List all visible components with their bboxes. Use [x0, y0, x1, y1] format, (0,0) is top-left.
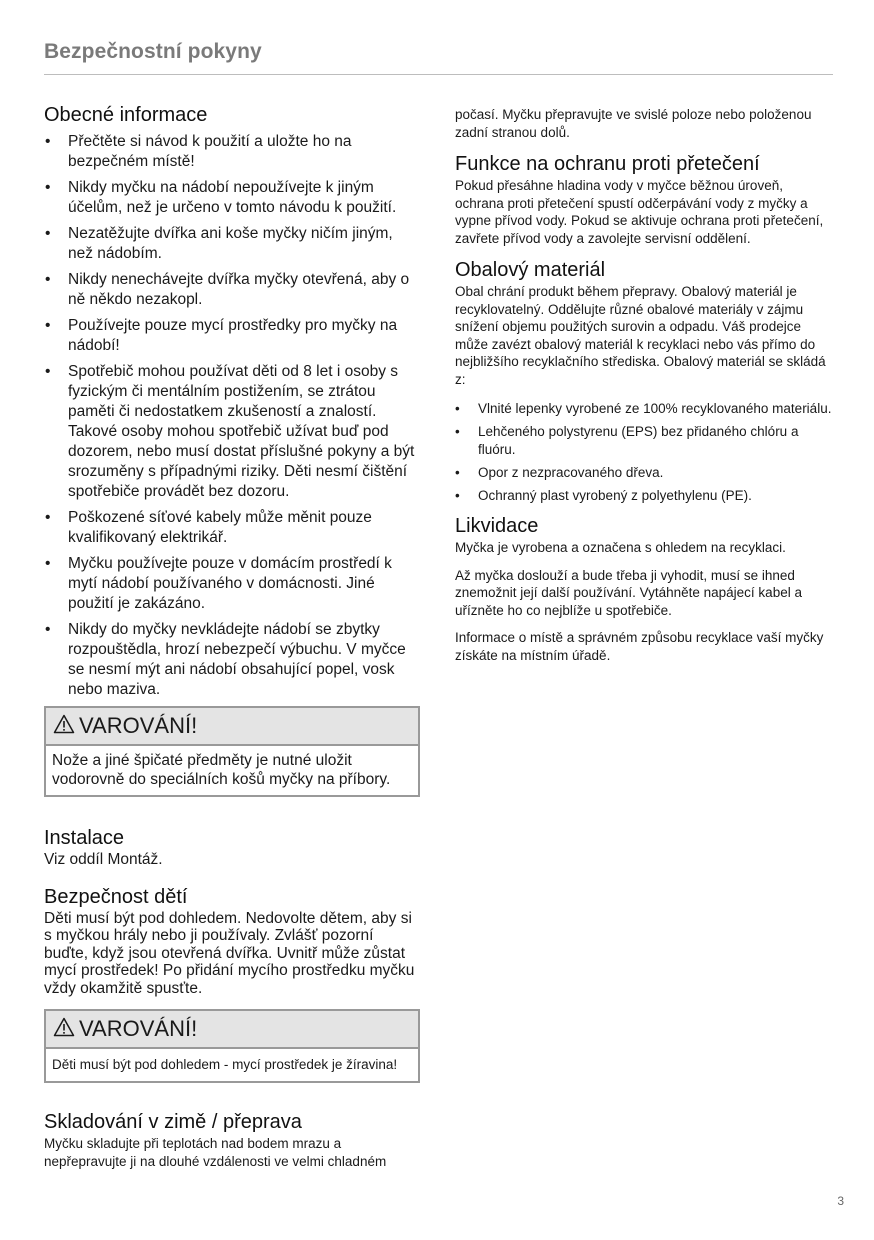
warning-title: VAROVÁNÍ! [79, 1016, 198, 1041]
storage-text-continued: počasí. Myčku přepravujte ve svislé poloze nebo položenou zadní stranou dolů. [455, 107, 812, 140]
list-item: • Nikdy myčku na nádobí nepoužívejte k jiným účelům, než je určeno v tomto návodu k použití. [44, 178, 420, 218]
packaging-text: Obal chrání produkt během přepravy. Obalový materiál je recyklovatelný. Oddělujte různé obalové materiály v zájmu snížení objemu použitých surovin a odpadu. Váš prodejce může zavézt obalový materiál k recyklaci nebo vás přímo do nejbližšího recyklačního střediska. Obalový materiál se skládá z: [455, 284, 826, 387]
installation-heading: Instalace [44, 827, 125, 849]
general-info-heading: Obecné informace [44, 104, 208, 126]
overflow-protection-text: Pokud přesáhne hladina vody v myčce běžnou úroveň, ochrana proti přetečení spustí odčerpávání vody z myčky a vypne přívod vody. Pokud se aktivuje ochrana proti přetečení, zavřete přívod vody a zavolejte servisní oddělení. [455, 178, 824, 246]
page-title: Bezpečnostní pokyny [44, 40, 262, 63]
warning-triangle-icon [53, 714, 75, 739]
left-column [44, 104, 420, 1170]
warning-text: Děti musí být pod dohledem - mycí prostředek je žíravina! [52, 1057, 398, 1072]
header-divider [44, 74, 833, 75]
warning-header [46, 708, 418, 746]
warning-triangle-icon [53, 1017, 75, 1042]
list-item: • Spotřebič mohou používat děti od 8 let i osoby s fyzickým či mentálním postižením, se ztrátou paměti či nedostatkem zkušeností a znalostí. Takové osoby mohou spotřebič užívat buď pod dozorem, nebo musí dostat příslušné pokyny a být srozuměny s případnými riziky. Děti nesmí čištění spotřebiče provádět bez dozoru. [44, 362, 420, 502]
general-info-list [44, 132, 420, 700]
list-item: • Přečtěte si návod k použití a uložte ho na bezpečném místě! [44, 132, 420, 172]
warning-text: Nože a jiné špičaté předměty je nutné uložit vodorovně do speciálních košů myčky na příbory. [52, 752, 391, 788]
disposal-text: Až myčka doslouží a bude třeba ji vyhodit, musí se ihned znemožnit její další používání. Vytáhněte napájecí kabel a uřízněte ho co nejblíže u spotřebiče. [455, 567, 802, 618]
installation-text: Viz oddíl Montáž. [44, 851, 163, 868]
page-header [44, 40, 833, 75]
child-safety-heading: Bezpečnost dětí [44, 885, 188, 908]
storage-text: Myčku skladujte při teplotách nad bodem mrazu a nepřepravujte ji na dlouhé vzdálenosti ve velmi chladném [44, 1136, 387, 1169]
list-item: • Vlnité lepenky vyrobené ze 100% recyklovaného materiálu. [455, 400, 833, 418]
storage-heading: Skladování v zimě / přeprava [44, 1111, 302, 1133]
list-item: • Myčku používejte pouze v domácím prostředí k mytí nádobí používaného v domácnosti. Jiné použití je zakázáno. [44, 554, 420, 614]
list-item: • Používejte pouze mycí prostředky pro myčky na nádobí! [44, 316, 420, 356]
disposal-text: Informace o místě a správném způsobu recyklace vaší myčky získáte na místním úřadě. [455, 630, 824, 663]
warning-box-knives [44, 706, 420, 797]
disposal-heading: Likvidace [455, 515, 539, 537]
list-item: • Ochranný plast vyrobený z polyethylenu (PE). [455, 487, 833, 505]
child-safety-text: Děti musí být pod dohledem. Nedovolte dětem, aby si s myčkou hrály nebo ji používaly. Zvlášť pozorní buďte, když jsou otevřená dvířka. Uvnitř může zůstat mycí prostředek! Po přidání mycího prostředku myčku vždy okamžitě spusťte. [44, 909, 415, 997]
list-item: • Poškozené síťové kabely může měnit pouze kvalifikovaný elektrikář. [44, 508, 420, 548]
warning-title: VAROVÁNÍ! [79, 713, 198, 738]
packaging-heading: Obalový materiál [455, 259, 606, 281]
overflow-protection-heading: Funkce na ochranu proti přetečení [455, 153, 760, 175]
disposal-text: Myčka je vyrobena a označena s ohledem na recyklaci. [455, 540, 786, 555]
list-item: • Nezatěžujte dvířka ani koše myčky ničím jiným, než nádobím. [44, 224, 420, 264]
list-item: • Nikdy nenechávejte dvířka myčky otevřená, aby o ně někdo nezakopl. [44, 270, 420, 310]
list-item: • Nikdy do myčky nevkládejte nádobí se zbytky rozpouštědla, hrozí nebezpečí výbuchu. V myčce se nesmí mýt ani nádobí obsahující popel, vosk nebo maziva. [44, 620, 420, 700]
warning-box-children [44, 1009, 420, 1083]
page-number: 3 [837, 1194, 844, 1208]
warning-header [46, 1011, 418, 1049]
list-item: • Opor z nezpracovaného dřeva. [455, 464, 833, 482]
packaging-list [455, 400, 833, 505]
right-column [455, 104, 833, 664]
list-item: • Lehčeného polystyrenu (EPS) bez přidaného chlóru a fluóru. [455, 423, 833, 459]
